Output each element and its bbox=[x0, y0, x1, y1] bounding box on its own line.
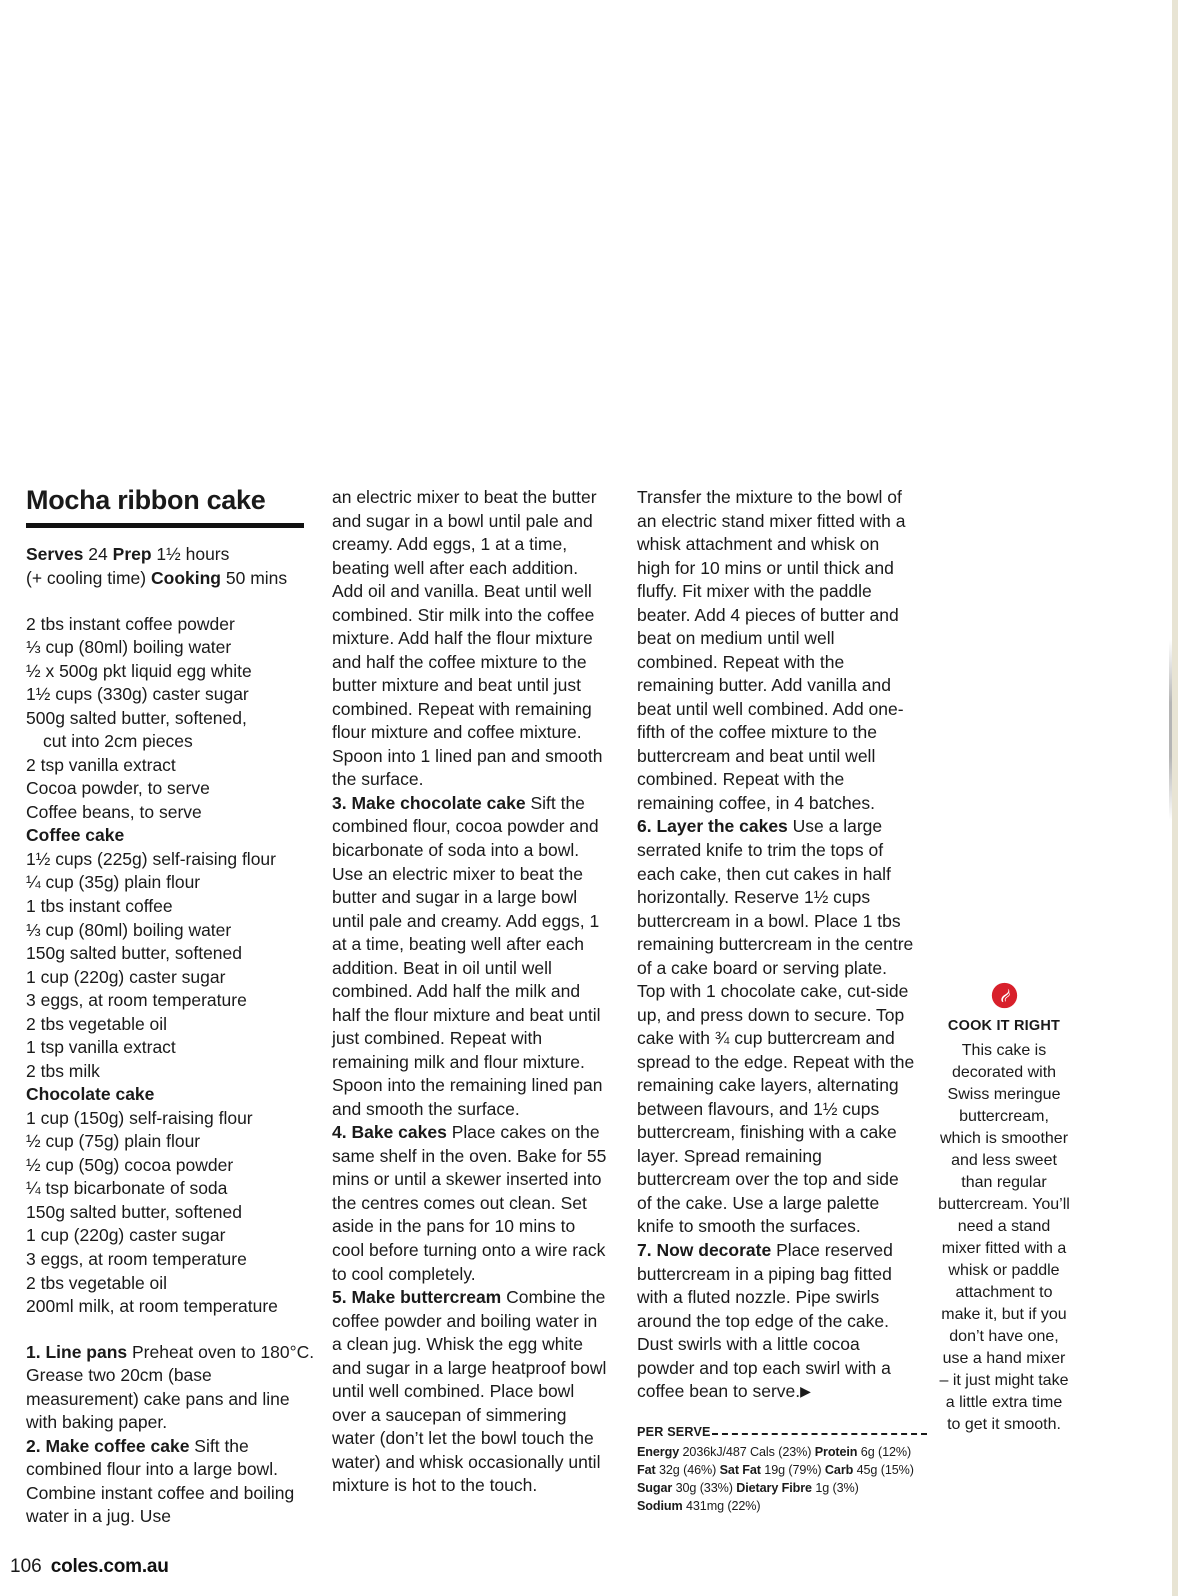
ingredient-item: cut into 2cm pieces bbox=[43, 731, 193, 752]
nutrition-label-protein: Protein bbox=[814, 1444, 858, 1459]
ingredient-item: 1 cup (150g) self-raising flour bbox=[26, 1107, 253, 1128]
title-rule-divider bbox=[26, 523, 304, 528]
nutrition-value-protein: 6g (12%) bbox=[857, 1444, 912, 1459]
nutrition-value-dietary-fibre: 1g (3%) bbox=[811, 1480, 859, 1495]
serves-label: Serves bbox=[26, 544, 84, 565]
ingredient-item: ⅓ cup (80ml) boiling water bbox=[26, 637, 232, 658]
method-step-3-heading: 3. Make chocolate cake bbox=[332, 792, 526, 813]
nutrition-panel bbox=[637, 1424, 927, 1515]
per-serve-header bbox=[637, 1424, 927, 1442]
per-serve-dashed-rule bbox=[712, 1433, 927, 1435]
nutrition-line-energy-protein bbox=[637, 1444, 927, 1462]
method-step-2-body-part-1: Sift the combined flour into a large bowl. Combine instant coffee and boiling water in a jug. Use bbox=[26, 1435, 295, 1527]
cooling-note: (+ cooling time) bbox=[26, 568, 147, 589]
ingredient-item: 1½ cups (225g) self-raising flour bbox=[26, 848, 276, 869]
nutrition-label-dietary-fibre: Dietary Fibre bbox=[736, 1480, 812, 1495]
ingredient-item: 3 eggs, at room temperature bbox=[26, 1248, 247, 1269]
method-step-4-body: Place cakes on the same shelf in the oven. Bake for 55 mins or until a skewer inserted into the centres comes out clean. Set aside in the pans for 10 mins to cool before turning onto a wire rack to cool completely. bbox=[332, 1122, 607, 1284]
method-step-5-part-1 bbox=[332, 1286, 610, 1498]
cook-it-right-body: This cake is decorated with Swiss meringue buttercream, which is smoother and less sweet than regular buttercream. You’ll need a stand mixer fitted with a whisk or paddle attachment to make it, but if you don’t have one, use a hand mixer – it just might take a little extra time to get it smooth. bbox=[938, 1042, 1070, 1433]
nutrition-label-fat: Fat bbox=[637, 1462, 656, 1477]
method-step-4 bbox=[332, 1121, 610, 1286]
nutrition-label-sugar: Sugar bbox=[637, 1480, 673, 1495]
ingredient-item: 2 tbs vegetable oil bbox=[26, 1272, 168, 1293]
ingredient-item: 2 tsp vanilla extract bbox=[26, 754, 176, 775]
method-step-6-heading: 6. Layer the cakes bbox=[637, 816, 788, 837]
method-step-2-part-1 bbox=[26, 1435, 316, 1529]
ingredient-item: 1 tbs instant coffee bbox=[26, 896, 173, 916]
ingredient-item: Cocoa powder, to serve bbox=[26, 778, 210, 799]
method-step-7-body: Place reserved buttercream in a piping bag fitted with a fluted nozzle. Pipe swirls around the top edge of the cake. Dust swirls with a little cocoa powder and top each swirl with a coffee bean to serve. bbox=[637, 1240, 893, 1402]
ingredient-item: 1½ cups (330g) caster sugar bbox=[26, 684, 249, 705]
ingredient-item: ⅓ cup (80ml) boiling water bbox=[26, 919, 232, 940]
ingredient-item: ½ x 500g pkt liquid egg white bbox=[26, 660, 252, 681]
method-step-3 bbox=[332, 792, 610, 1121]
nutrition-value-carb: 45g (15%) bbox=[853, 1462, 914, 1477]
ingredients-subheading-chocolate-cake: Chocolate cake bbox=[26, 1084, 155, 1105]
ingredients-list bbox=[26, 613, 316, 1319]
nutrition-value-sugar: 30g (33%) bbox=[672, 1480, 737, 1495]
ingredient-item: ¼ cup (35g) plain flour bbox=[26, 872, 201, 893]
ingredient-item: 2 tbs vegetable oil bbox=[26, 1013, 168, 1034]
page-edge-shadow bbox=[1169, 640, 1172, 820]
ingredient-item: 3 eggs, at room temperature bbox=[26, 990, 247, 1011]
method-step-1 bbox=[26, 1341, 316, 1435]
website-url[interactable]: coles.com.au bbox=[50, 1556, 169, 1577]
ingredient-item: Coffee beans, to serve bbox=[26, 801, 202, 822]
chef-whisk-badge-icon bbox=[991, 982, 1018, 1009]
ingredient-item: 2 tbs milk bbox=[26, 1060, 100, 1081]
page-edge-cream-strip bbox=[1172, 0, 1178, 1596]
cooking-label: Cooking bbox=[151, 568, 221, 589]
method-step-5-body-part-2: Transfer the mixture to the bowl of an electric stand mixer fitted with a whisk attachment and whisk on high for 10 mins or until thick and fluffy. Fit mixer with the paddle beater. Add 4 pieces of butter and beat on medium until well combined. Repeat with the remaining butter. Add vanilla and beat until well combined. Add one-fifth of the coffee mixture to the buttercream and beat until well combined. Repeat with the remaining coffee, in 4 batches. bbox=[637, 487, 906, 813]
serves-value: 24 bbox=[88, 544, 108, 565]
method-step-3-body: Sift the combined flour, cocoa powder and bicarbonate of soda into a bowl. Use an electric mixer to beat the butter and sugar in a large bowl until pale and creamy. Add eggs, 1 at a time, beating well after each addition. Beat in oil until well combined. Add half the milk and half the flour mixture and beat until just combined. Repeat with remaining milk and flour mixture. Spoon into the remaining lined pan and smooth the surface. bbox=[332, 792, 603, 1119]
nutrition-label-sodium: Sodium bbox=[637, 1498, 683, 1513]
ingredient-item: 1 cup (220g) caster sugar bbox=[26, 966, 226, 987]
ingredient-item: 2 tbs instant coffee powder bbox=[26, 613, 235, 634]
page-footer bbox=[10, 1556, 169, 1578]
ingredient-item: 500g salted butter, softened, bbox=[26, 707, 247, 728]
nutrition-line-fat-satfat-carb bbox=[637, 1462, 927, 1480]
ingredient-item: ½ cup (75g) plain flour bbox=[26, 1131, 201, 1152]
method-step-6-body: Use a large serrated knife to trim the tops of each cake, then cut cakes in half horizontally. Reserve 1½ cups buttercream in a bowl. Place 1 tbs remaining buttercream in the centre of a cake board or serving plate. Top with 1 chocolate cake, cut-side up, and press down to secure. Top cake with ¾ cup buttercream and spread to the edge. Repeat with the remaining cake layers, alternating between flavours, and 1½ cups buttercream, finishing with a cake layer. Spread remaining buttercream over the top and side of the cake. Use a large palette knife to smooth the surfaces. bbox=[637, 816, 915, 1237]
ingredient-item: 150g salted butter, softened bbox=[26, 1201, 242, 1222]
method-step-2-body-part-2: an electric mixer to beat the butter and sugar in a bowl until pale and creamy. Add eggs, 1 at a time, beating well after each addition. Add oil and vanilla. Beat until well combined. Stir milk into the coffee mixture. Add half the flour mixture and half the coffee mixture to the butter mixture and beat until just combined. Repeat with remaining flour mixture and coffee mixture. Spoon into 1 lined pan and smooth the surface. bbox=[332, 487, 603, 790]
method-step-2-heading: 2. Make coffee cake bbox=[26, 1435, 190, 1456]
ingredient-item: 200ml milk, at room temperature bbox=[26, 1296, 278, 1317]
method-step-5-body-part-1: Combine the coffee powder and boiling water in a clean jug. Whisk the egg white and sugar in a large heatproof bowl until well combined. Place bowl over a saucepan of simmering water (don’t let the bowl touch the water) and whisk occasionally until mixture is hot to the touch. bbox=[332, 1287, 607, 1496]
ingredient-item: 1 tsp vanilla extract bbox=[26, 1037, 176, 1058]
method-step-4-heading: 4. Bake cakes bbox=[332, 1122, 447, 1143]
nutrition-line-sodium bbox=[637, 1498, 927, 1516]
ingredient-item: 150g salted butter, softened bbox=[26, 943, 242, 964]
nutrition-value-fat: 32g (46%) bbox=[655, 1462, 720, 1477]
method-step-7 bbox=[637, 1239, 917, 1404]
prep-label: Prep bbox=[112, 544, 152, 565]
ingredient-item: ½ cup (50g) cocoa powder bbox=[26, 1154, 234, 1175]
cooking-value: 50 mins bbox=[225, 568, 288, 589]
per-serve-label: PER SERVE bbox=[637, 1425, 711, 1439]
nutrition-label-sat-fat: Sat Fat bbox=[719, 1462, 761, 1477]
recipe-meta bbox=[26, 542, 316, 590]
nutrition-line-sugar-fibre bbox=[637, 1480, 927, 1498]
column-ingredients bbox=[26, 486, 316, 1529]
continue-arrow-icon: ▶ bbox=[800, 1383, 811, 1400]
page-title: Mocha ribbon cake bbox=[26, 485, 266, 515]
method-step-5-heading: 5. Make buttercream bbox=[332, 1287, 502, 1308]
cook-it-right-heading: COOK IT RIGHT bbox=[947, 1018, 1061, 1034]
ingredient-item: ¼ tsp bicarbonate of soda bbox=[26, 1178, 228, 1199]
column-method-final bbox=[637, 486, 917, 1404]
column-method-continued bbox=[332, 486, 610, 1498]
nutrition-value-energy: 2036kJ/487 Cals (23%) bbox=[679, 1444, 815, 1459]
ingredient-item: 1 cup (220g) caster sugar bbox=[26, 1225, 226, 1246]
prep-value: 1½ hours bbox=[156, 544, 230, 565]
ingredients-subheading-coffee-cake: Coffee cake bbox=[26, 825, 125, 846]
method-step-1-heading: 1. Line pans bbox=[26, 1341, 128, 1362]
method-step-6 bbox=[637, 815, 917, 1239]
method-step-7-heading: 7. Now decorate bbox=[637, 1240, 772, 1260]
method-steps-column-1 bbox=[26, 1341, 316, 1529]
nutrition-label-energy: Energy bbox=[637, 1444, 680, 1459]
nutrition-value-sat-fat: 19g (79%) bbox=[760, 1462, 825, 1477]
method-step-1-body: Preheat oven to 180°C. Grease two 20cm (base measurement) cake pans and line with baking paper. bbox=[26, 1341, 315, 1433]
cook-it-right-panel bbox=[938, 982, 1070, 1436]
nutrition-value-sodium: 431mg (22%) bbox=[682, 1498, 761, 1513]
page-number: 106 bbox=[10, 1556, 42, 1577]
nutrition-label-carb: Carb bbox=[824, 1462, 854, 1477]
